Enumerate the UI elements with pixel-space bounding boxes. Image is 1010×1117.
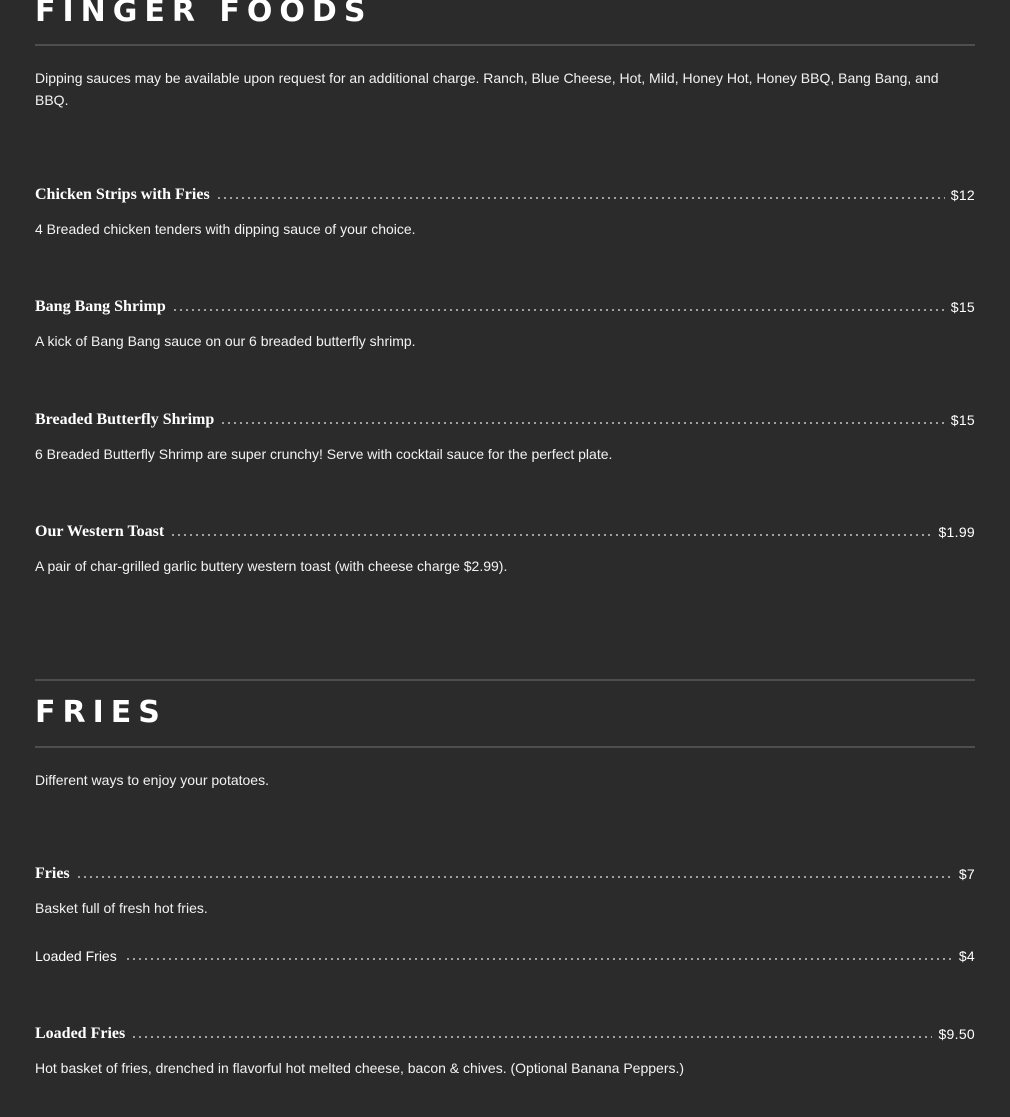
- dot-leader: [220, 422, 944, 424]
- item-name: Fries: [35, 865, 70, 882]
- item-price: $7: [958, 866, 975, 882]
- section-divider: [35, 679, 975, 681]
- variant-price: $4: [958, 948, 975, 964]
- section-divider: [35, 44, 975, 46]
- item-description: A kick of Bang Bang sauce on our 6 breaded butterfly shrimp.: [35, 333, 416, 349]
- section-intro: Different ways to enjoy your potatoes.: [35, 772, 269, 788]
- menu-item-variant-loaded-fries: [35, 945, 975, 967]
- dot-leader: [125, 958, 953, 960]
- item-name: Loaded Fries: [35, 1025, 126, 1042]
- section-intro: Dipping sauces may be available upon request for an additional charge. Ranch, Blue Cheese, Hot, Mild, Honey Hot, Honey BBQ, Bang Bang, and BBQ.: [35, 70, 939, 108]
- menu-item-bang-bang-shrimp: [35, 296, 975, 318]
- section-divider: [35, 746, 975, 748]
- dot-leader: [170, 534, 932, 536]
- item-description: 6 Breaded Butterfly Shrimp are super crunchy! Serve with cocktail sauce for the perfect plate.: [35, 446, 613, 462]
- item-name: Bang Bang Shrimp: [35, 298, 166, 315]
- menu-item-loaded-fries: [35, 1023, 975, 1045]
- item-description: Basket full of fresh hot fries.: [35, 900, 208, 916]
- menu-item-breaded-butterfly-shrimp: [35, 409, 975, 431]
- item-name: Breaded Butterfly Shrimp: [35, 411, 215, 428]
- dot-leader: [172, 309, 945, 311]
- item-price: $12: [950, 187, 975, 203]
- item-price: $15: [950, 412, 975, 428]
- item-name: Our Western Toast: [35, 523, 165, 540]
- menu-item-western-toast: [35, 521, 975, 543]
- item-name: Chicken Strips with Fries: [35, 186, 210, 203]
- item-description: Hot basket of fries, drenched in flavorful hot melted cheese, bacon & chives. (Optional Banana Peppers.): [35, 1060, 685, 1076]
- item-price: $15: [950, 299, 975, 315]
- item-price: $1.99: [938, 524, 975, 540]
- item-description: A pair of char-grilled garlic buttery western toast (with cheese charge $2.99).: [35, 558, 508, 574]
- dot-leader: [76, 876, 953, 878]
- section-title-fries: FRIES: [35, 695, 167, 730]
- menu-item-fries: [35, 863, 975, 885]
- item-description: 4 Breaded chicken tenders with dipping sauce of your choice.: [35, 221, 416, 237]
- variant-name: Loaded Fries: [35, 948, 117, 964]
- dot-leader: [131, 1036, 932, 1038]
- dot-leader: [216, 197, 945, 199]
- menu-item-chicken-strips: [35, 184, 975, 206]
- section-title-finger-foods: FINGER FOODS: [35, 0, 373, 29]
- item-price: $9.50: [938, 1026, 975, 1042]
